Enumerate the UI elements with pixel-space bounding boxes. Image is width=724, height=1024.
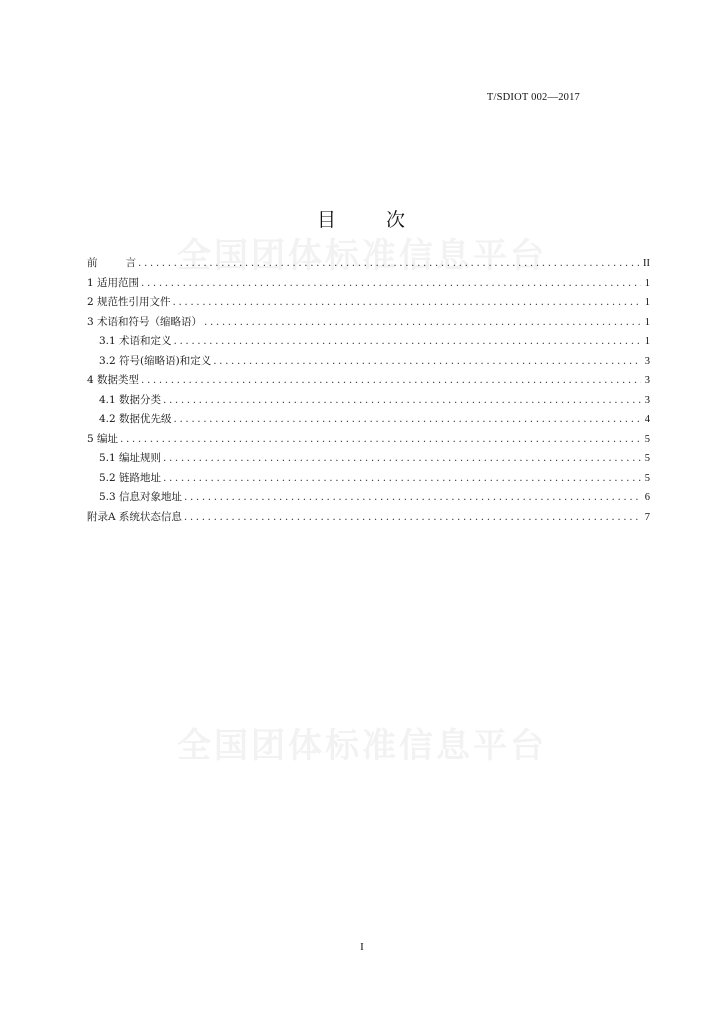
- toc-entry-page: 5: [644, 453, 650, 464]
- toc-entry-page: 1: [644, 316, 650, 328]
- toc-entry-addressing-rules[interactable]: [87, 449, 650, 469]
- toc-dot-leader: [141, 274, 641, 294]
- toc-entry-label: 前 言: [87, 257, 136, 269]
- toc-dot-leader: [184, 488, 641, 508]
- toc-entry-link-address[interactable]: [87, 469, 650, 489]
- toc-entry-label: 3.2 符号(缩略语)和定义: [99, 354, 212, 367]
- toc-entry-addressing[interactable]: [87, 430, 650, 450]
- toc-dot-leader: [163, 449, 641, 469]
- toc-entry-page: 5: [644, 433, 650, 445]
- toc-entry-label: 附录A 系统状态信息: [87, 510, 182, 523]
- toc-entry-page: 6: [644, 492, 650, 503]
- watermark: 全国团体标准信息平台: [177, 726, 547, 766]
- toc-entry-label: 5.2 链路地址: [99, 471, 162, 484]
- toc-entry-data-classification[interactable]: [87, 391, 650, 411]
- toc-entry-page: 5: [644, 472, 650, 484]
- toc-dot-leader: [141, 371, 641, 391]
- toc-entry-page: 1: [644, 336, 650, 347]
- toc-entry-label: 3 术语和符号（缩略语）: [87, 315, 203, 328]
- toc-entry-label: 5.3 信息对象地址: [99, 491, 183, 503]
- toc-dot-leader: [163, 391, 641, 411]
- toc-entry-page: 1: [644, 297, 650, 308]
- toc-entry-label: 5.1 编址规则: [99, 452, 162, 464]
- toc-dot-leader: [138, 254, 639, 274]
- toc-entry-data-priority[interactable]: [87, 410, 650, 430]
- toc-dot-leader: [163, 469, 641, 489]
- toc-entry-label: 4 数据类型: [87, 374, 140, 386]
- toc-entry-info-object-address[interactable]: [87, 488, 650, 508]
- toc-entry-label: 5 编址: [87, 432, 119, 445]
- toc-entry-label: 4.1 数据分类: [99, 393, 162, 406]
- toc-dot-leader: [213, 352, 641, 372]
- toc-entry-appendix-a[interactable]: [87, 508, 650, 528]
- toc-entry-label: 4.2 数据优先级: [99, 413, 172, 425]
- toc-dot-leader: [174, 332, 641, 352]
- toc-entry-symbols-definitions[interactable]: [87, 352, 650, 372]
- toc-dot-leader: [184, 508, 641, 528]
- toc-dot-leader: [204, 313, 641, 333]
- toc-entry-page: 7: [644, 511, 650, 523]
- page-number: I: [360, 941, 364, 953]
- toc-dot-leader: [173, 293, 641, 313]
- document-code: T/SDIOT 002—2017: [486, 92, 580, 103]
- toc-entry-foreword[interactable]: [87, 254, 650, 274]
- toc-entry-scope[interactable]: [87, 274, 650, 294]
- table-of-contents: [87, 254, 650, 527]
- watermark: 全国团体标准信息平台: [177, 236, 547, 276]
- toc-entry-label: 3.1 术语和定义: [99, 335, 172, 347]
- toc-entry-page: II: [643, 258, 650, 269]
- toc-entry-page: 3: [644, 355, 650, 367]
- toc-title: 目 次: [316, 209, 428, 231]
- toc-entry-data-types[interactable]: [87, 371, 650, 391]
- toc-entry-page: 1: [644, 277, 650, 289]
- toc-entry-normative-references[interactable]: [87, 293, 650, 313]
- toc-entry-terms-symbols[interactable]: [87, 313, 650, 333]
- toc-entry-terms-definitions[interactable]: [87, 332, 650, 352]
- toc-entry-label: 2 规范性引用文件: [87, 296, 171, 308]
- toc-entry-page: 3: [644, 375, 650, 386]
- toc-dot-leader: [174, 410, 641, 430]
- toc-dot-leader: [120, 430, 641, 450]
- toc-entry-page: 3: [644, 394, 650, 406]
- toc-entry-page: 4: [644, 414, 650, 425]
- toc-entry-label: 1 适用范围: [87, 276, 140, 289]
